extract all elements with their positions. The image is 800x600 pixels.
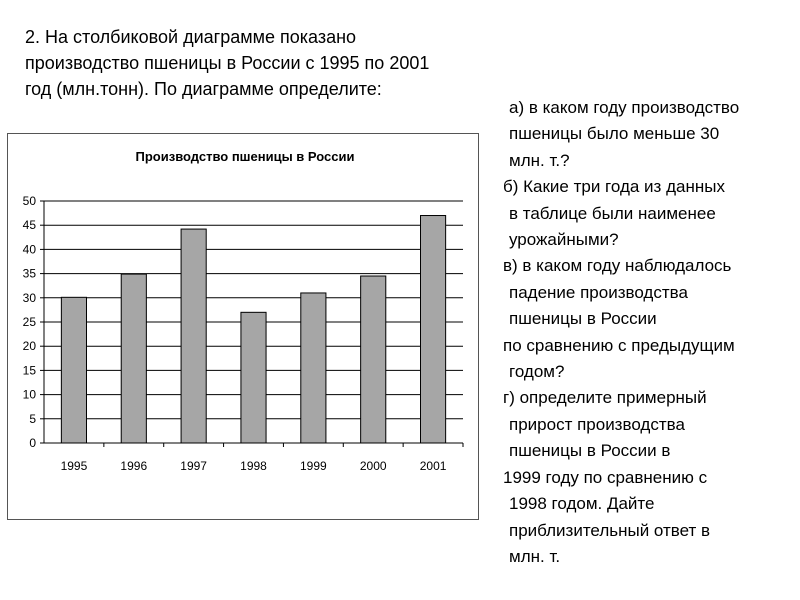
question-c-line-2: падение производства [509, 282, 688, 302]
x-tick-label: 1998 [240, 459, 267, 473]
y-tick-label: 45 [22, 218, 36, 233]
y-tick-label: 0 [29, 436, 36, 450]
wheat-production-chart [8, 134, 478, 519]
question-c-line-3: пшеницы в России [509, 309, 657, 329]
x-tick-label: 2000 [359, 459, 387, 473]
question-d-line-6: приблизительный ответ в [509, 520, 711, 540]
bar [301, 293, 326, 443]
bar [241, 312, 266, 443]
bar [121, 274, 146, 443]
question-b-line-1: б) Какие три года из данных [503, 177, 725, 197]
question-b [503, 174, 795, 253]
x-tick-label: 1995 [60, 459, 88, 473]
chart-title: Производство пшеницы в России [135, 149, 355, 164]
y-tick-label: 35 [22, 266, 36, 281]
y-tick-label: 5 [29, 411, 36, 426]
y-tick-label: 30 [22, 290, 36, 305]
y-tick-label: 40 [22, 242, 36, 257]
questions-panel [503, 95, 795, 570]
y-tick-label: 15 [22, 363, 36, 378]
y-tick-label: 25 [22, 315, 36, 329]
question-a [503, 95, 795, 174]
question-d-line-1: г) определите примерный [503, 388, 707, 408]
question-d-line-4: 1999 году по сравнению с [503, 467, 708, 487]
question-c-line-1: в) в каком году наблюдалось [503, 256, 732, 276]
question-a-line-1: а) в каком году производство [509, 98, 740, 117]
question-b-line-2: в таблице были наименее [509, 203, 716, 223]
bar [361, 276, 386, 443]
heading-line-2: производство пшеницы в России с 1995 по 2001 [25, 53, 430, 73]
question-c-line-4: по сравнению с предыдущим [503, 335, 735, 355]
x-tick-labels [61, 459, 447, 473]
x-tick-label: 1997 [180, 459, 207, 473]
bar [61, 297, 86, 443]
x-tick-label: 1999 [300, 459, 327, 473]
question-a-line-2: пшеницы было меньше 30 [509, 124, 720, 144]
question-b-line-3: урожайными? [509, 230, 619, 250]
question-d [503, 385, 795, 570]
heading-line-1: 2. На столбиковой диаграмме показано [25, 27, 357, 47]
y-tick-label: 20 [22, 339, 36, 354]
y-tick-label: 10 [22, 387, 36, 402]
bar [181, 229, 206, 443]
bar [421, 216, 446, 443]
heading-line-3: год (млн.тонн). По диаграмме определите: [25, 79, 382, 99]
question-d-line-5: 1998 годом. Дайте [509, 494, 655, 514]
chart-frame [7, 133, 479, 520]
question-d-line-3: пшеницы в России в [509, 441, 671, 461]
x-tick-label: 2001 [419, 459, 447, 473]
problem-heading [25, 24, 495, 102]
y-tick-labels [23, 194, 37, 450]
question-c-line-5: годом? [509, 362, 565, 382]
question-d-line-2: прирост производства [509, 414, 685, 434]
question-a-line-3: млн. т.? [509, 150, 570, 170]
y-tick-label: 50 [22, 194, 36, 208]
question-c [503, 253, 795, 385]
x-tick-label: 1996 [120, 459, 148, 473]
question-d-line-7: млн. т. [509, 546, 561, 566]
